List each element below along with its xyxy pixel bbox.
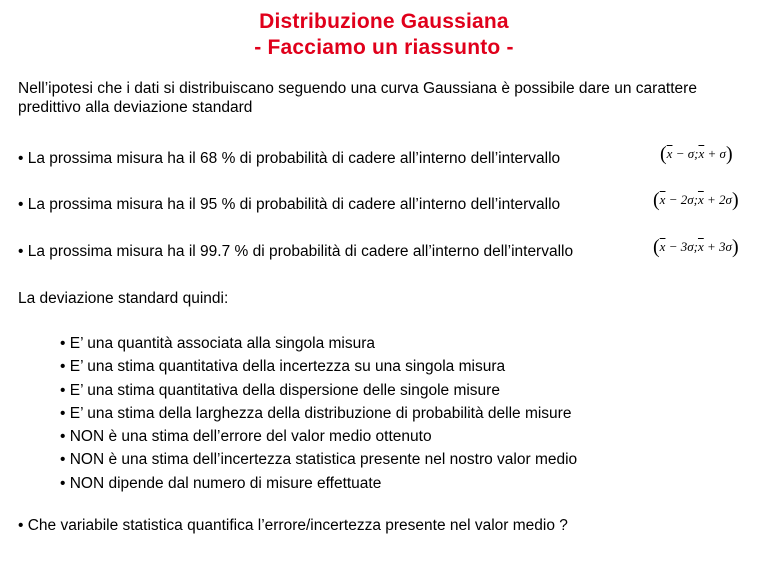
formula-close-paren: ) — [731, 236, 739, 258]
formula-lower-rest: − 2σ; — [665, 192, 698, 207]
formula-upper-rest: + 2σ — [703, 192, 732, 207]
closing-question: • Che variabile statistica quantifica l’errore/incertezza presente nel valor medio ? — [18, 517, 568, 534]
probability-bullet-99-7: • La prossima misura ha il 99.7 % di probabilità di cadere all’interno dell’intervallo — [18, 243, 574, 260]
list-item: • E’ una stima della larghezza della distribuzione di probabilità delle misure — [60, 404, 572, 422]
deviation-heading: La deviazione standard quindi: — [18, 290, 229, 307]
list-item: • E’ una stima quantitativa della incertezza su una singola misura — [60, 358, 506, 376]
formula-lower-rest: − σ; — [672, 146, 699, 161]
mean-x-bar: $\overline{x}$ — [666, 146, 673, 161]
formula-lower-rest: − 3σ; — [665, 239, 698, 254]
interval-formula-2-sigma — [653, 191, 739, 209]
probability-bullet-68: • La prossima misura ha il 68 % di probabilità di cadere all’interno dell’intervallo — [18, 150, 561, 167]
list-item: • E’ una quantità associata alla singola misura — [60, 335, 376, 352]
mean-x-bar: $\overline{x}$ — [697, 192, 704, 207]
mean-x-bar: $\overline{x}$ — [697, 239, 704, 254]
mean-x-bar: $\overline{x}$ — [659, 192, 666, 207]
list-item: • NON dipende dal numero di misure effettuate — [60, 474, 382, 492]
slide-title: Distribuzione Gaussiana — [259, 10, 509, 33]
formula-open-paren: ( — [660, 143, 667, 165]
interval-formula-3-sigma — [653, 238, 739, 256]
formula-close-paren: ) — [731, 189, 739, 211]
mean-x-bar: $\overline{x}$ — [659, 239, 666, 254]
mean-x-bar: $\overline{x}$ — [698, 146, 705, 161]
slide-subtitle: - Facciamo un riassunto - — [254, 36, 514, 59]
formula-open-paren: ( — [653, 189, 660, 211]
formula-lower — [667, 146, 699, 161]
interval-formula-1-sigma — [660, 145, 733, 163]
list-item: • NON è una stima dell’errore del valor medio ottenuto — [60, 428, 432, 446]
formula-upper-rest: + 3σ — [703, 239, 732, 254]
probability-bullet-95: • La prossima misura ha il 95 % di probabilità di cadere all’interno dell’intervallo — [18, 196, 561, 213]
list-item: • E’ una stima quantitativa della dispersione delle singole misure — [60, 381, 500, 399]
formula-open-paren: ( — [653, 236, 660, 258]
formula-close-paren: ) — [725, 143, 733, 165]
deviation-points-list — [60, 332, 577, 495]
formula-upper-rest: + σ — [704, 146, 726, 161]
list-item: • NON è una stima dell’incertezza statistica presente nel nostro valor medio — [60, 451, 578, 469]
intro-paragraph: Nell’ipotesi che i dati si distribuiscano seguendo una curva Gaussiana è possibile dare un carattere predittivo alla deviazione standard — [18, 80, 697, 116]
